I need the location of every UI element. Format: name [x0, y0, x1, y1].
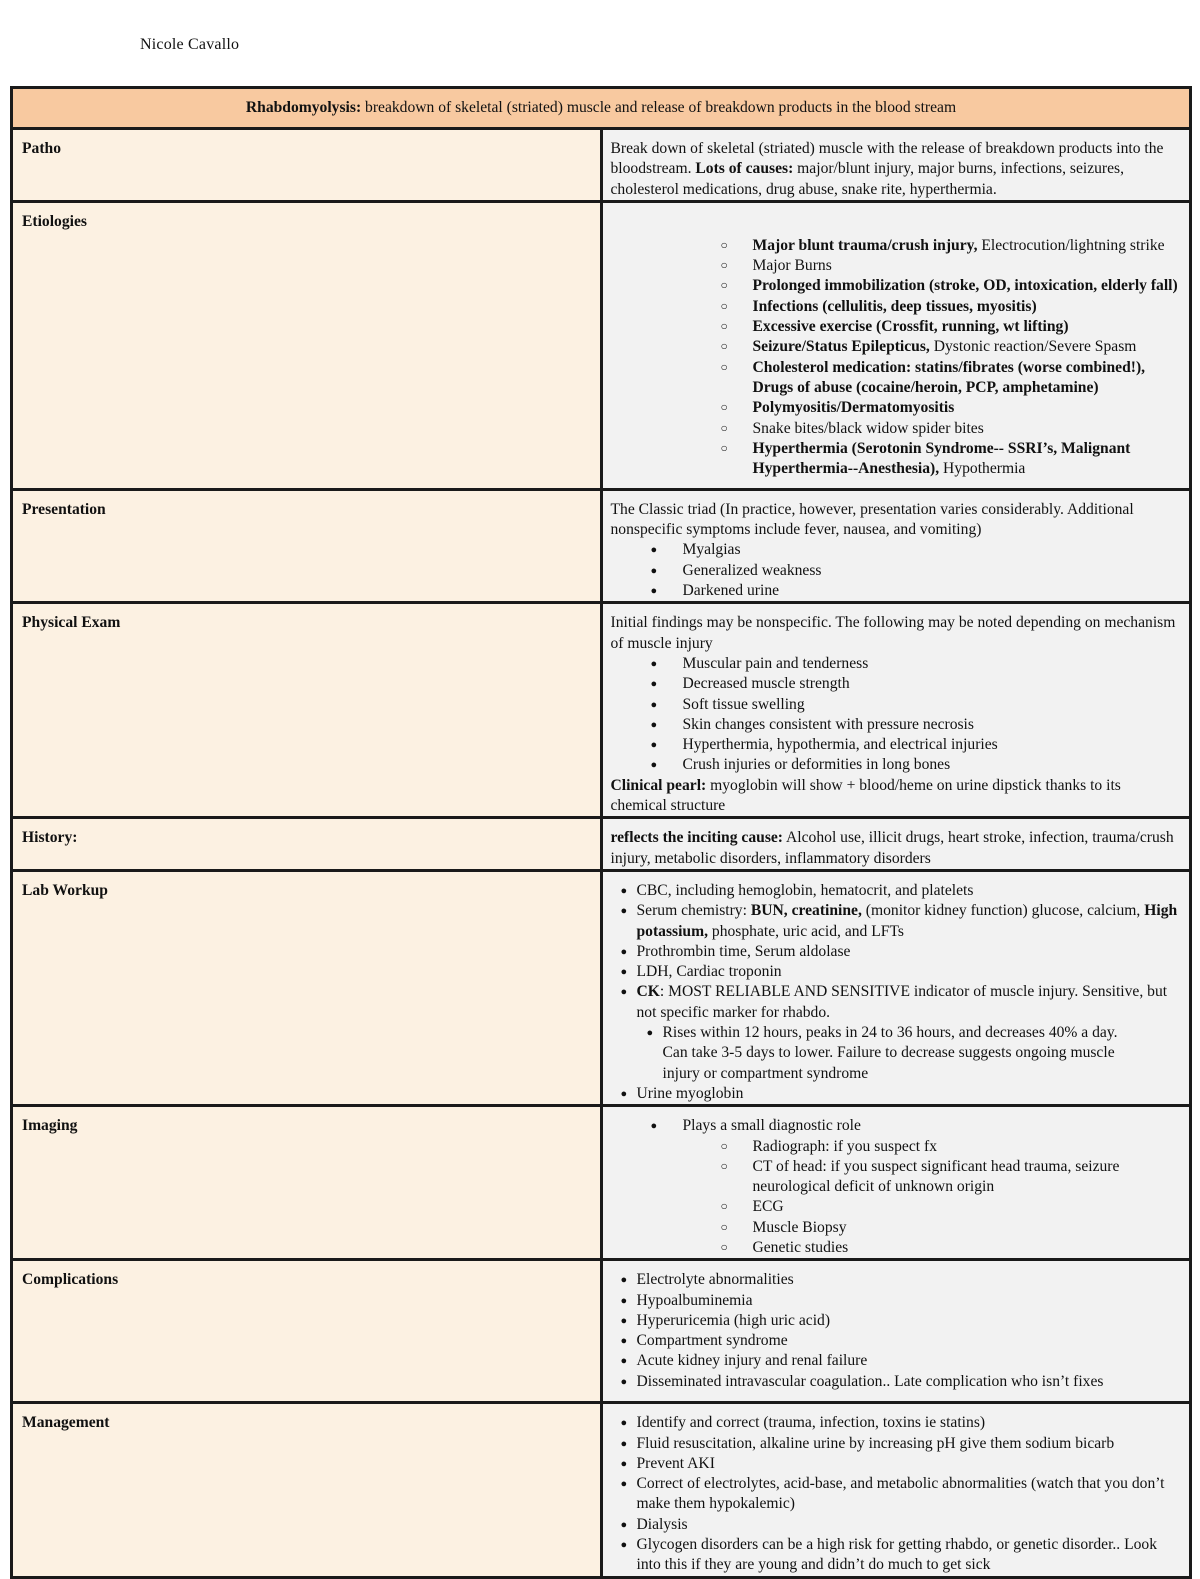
row-physical-exam	[12, 603, 1191, 818]
row-label: Lab Workup	[12, 870, 602, 1105]
list-item: ○ Muscle Biopsy	[753, 1218, 1180, 1238]
list-item: ● Hyperuricemia (high uric acid)	[637, 1311, 1180, 1331]
patho-bold: Lots of causes:	[695, 160, 794, 178]
presentation-list	[611, 540, 1180, 601]
etiologies-content	[601, 201, 1191, 489]
row-complications	[12, 1260, 1191, 1403]
presentation-intro: The Classic triad (In practice, however, presentation varies considerably. Additional nonspecific symptoms include fever, nausea, and vomiting)	[610, 500, 1134, 539]
list-item: ● Urine myoglobin	[637, 1084, 1180, 1104]
list-item: ● Generalized weakness	[683, 561, 1180, 581]
list-item: ● Soft tissue swelling	[683, 695, 1180, 715]
list-item: ● Acute kidney injury and renal failure	[637, 1351, 1180, 1371]
patho-text-1: Break down of skeletal (striated) muscle with the release of breakdown products into the bloodstream.	[610, 140, 1164, 178]
row-label: Physical Exam	[12, 603, 602, 818]
complications-content	[601, 1260, 1191, 1403]
management-content	[601, 1403, 1191, 1577]
row-etiologies	[12, 201, 1191, 489]
row-label: History:	[12, 818, 602, 871]
list-item: ○ Infections (cellulitis, deep tissues, myositis)	[753, 297, 1180, 317]
row-management	[12, 1403, 1191, 1577]
title-definition: breakdown of skeletal (striated) muscle and release of breakdown products in the blood stream	[361, 98, 957, 116]
list-item: ● CBC, including hemoglobin, hematocrit, and platelets	[637, 881, 1180, 901]
complications-list	[611, 1270, 1180, 1392]
management-list	[611, 1413, 1180, 1575]
patho-text-2: major/blunt injury, major burns, infections, seizures, cholesterol medications, drug abuse, snake rite, hyperthermia.	[610, 160, 1125, 198]
etiologies-list	[611, 236, 1180, 480]
row-label: Presentation	[12, 489, 602, 602]
row-label: Imaging	[12, 1106, 602, 1260]
list-item: ● Hyperthermia, hypothermia, and electrical injuries	[683, 735, 1180, 755]
imaging-content	[601, 1106, 1191, 1260]
list-item: ○ Major blunt trauma/crush injury, Electrocution/lightning strike	[753, 236, 1180, 256]
list-item: ○ Cholesterol medication: statins/fibrates (worse combined!), Drugs of abuse (cocaine/heroin, PCP, amphetamine)	[753, 358, 1180, 399]
patho-text	[601, 129, 1191, 202]
list-item: ○ Polymyositis/Dermatomyositis	[753, 398, 1180, 418]
row-label: Management	[12, 1403, 602, 1577]
list-item: ● Rises within 12 hours, peaks in 24 to 36 hours, and decreases 40% a day. Can take 3-5 days to lower. Failure to decrease suggests ongoing muscle injury or compartment syndrome	[663, 1023, 1180, 1084]
physical-list	[611, 654, 1180, 776]
study-table	[10, 86, 1192, 1579]
physical-content	[601, 603, 1191, 818]
list-item: ○ Snake bites/black widow spider bites	[753, 419, 1180, 439]
row-patho	[12, 129, 1191, 202]
row-presentation	[12, 489, 1191, 602]
list-item: ● Hypoalbuminemia	[637, 1291, 1180, 1311]
list-item: ○ Hyperthermia (Serotonin Syndrome-- SSRI’s, Malignant Hyperthermia--Anesthesia), Hypothermia	[753, 439, 1180, 480]
list-item: ● Decreased muscle strength	[683, 674, 1180, 694]
list-item: ○ Seizure/Status Epilepticus, Dystonic reaction/Severe Spasm	[753, 337, 1180, 357]
list-item: ● Darkened urine	[683, 581, 1180, 601]
row-label: Patho	[12, 129, 602, 202]
list-item: ○ Excessive exercise (Crossfit, running, wt lifting)	[753, 317, 1180, 337]
list-item: ● Identify and correct (trauma, infection, toxins ie statins)	[637, 1413, 1180, 1433]
list-item: ● Crush injuries or deformities in long bones	[683, 755, 1180, 775]
row-history	[12, 818, 1191, 871]
lab-list	[611, 881, 1180, 1104]
list-item: ○ Genetic studies	[753, 1238, 1180, 1258]
list-item: ○ Major Burns	[753, 256, 1180, 276]
list-item: ● Fluid resuscitation, alkaline urine by increasing pH give them sodium bicarb	[637, 1434, 1180, 1454]
row-lab-workup	[12, 870, 1191, 1105]
list-item: ● Plays a small diagnostic role	[683, 1116, 1180, 1136]
table-title	[12, 88, 1191, 129]
imaging-list	[611, 1116, 1180, 1136]
row-imaging	[12, 1106, 1191, 1260]
ck-sublist	[637, 1023, 1180, 1084]
list-item: ● Serum chemistry: BUN, creatinine, (monitor kidney function) glucose, calcium, High potassium, phosphate, uric acid, and LFTs	[637, 901, 1180, 942]
list-item: ● Glycogen disorders can be a high risk for getting rhabdo, or genetic disorder.. Look into this if they are young and didn’t do much to get sick	[637, 1535, 1180, 1576]
list-item: ○ ECG	[753, 1197, 1180, 1217]
list-item: ● LDH, Cardiac troponin	[637, 962, 1180, 982]
list-item: ● Prothrombin time, Serum aldolase	[637, 942, 1180, 962]
list-item: ● Prevent AKI	[637, 1454, 1180, 1474]
imaging-sublist	[611, 1137, 1180, 1259]
history-text: reflects the inciting cause: Alcohol use, illicit drugs, heart stroke, infection, trauma/crush injury, metabolic disorders, inflammatory disorders	[601, 818, 1191, 871]
physical-intro: Initial findings may be nonspecific. The following may be noted depending on mechanism of muscle injury	[610, 614, 1176, 652]
list-item: ● CK: MOST RELIABLE AND SENSITIVE indicator of muscle injury. Sensitive, but not specific marker for rhabdo. ● Rises within 12 hours, peaks in 24 to 36 hours, and decreases 40% a day. Can take 3-5 days to lower. Failure to decrease suggests ongoing muscle injury or compartment syndrome	[637, 982, 1180, 1083]
row-label: Complications	[12, 1260, 602, 1403]
list-item: ● Skin changes consistent with pressure necrosis	[683, 715, 1180, 735]
list-item: ● Compartment syndrome	[637, 1331, 1180, 1351]
title-term: Rhabdomyolysis:	[245, 98, 362, 116]
list-item: ○ Radiograph: if you suspect fx	[753, 1137, 1180, 1157]
presentation-content	[601, 489, 1191, 602]
list-item: ○ CT of head: if you suspect significant head trauma, seizure neurological deficit of unknown origin	[753, 1157, 1180, 1198]
table-header-row	[12, 88, 1191, 129]
list-item: ● Myalgias	[683, 540, 1180, 560]
row-label: Etiologies	[12, 201, 602, 489]
list-item: ○ Prolonged immobilization (stroke, OD, intoxication, elderly fall)	[753, 276, 1180, 296]
clinical-pearl: Clinical pearl: myoglobin will show + blood/heme on urine dipstick thanks to its chemical structure	[610, 776, 1121, 815]
list-item: ● Dialysis	[637, 1515, 1180, 1535]
author-name: Nicole Cavallo	[140, 36, 240, 53]
list-item: ● Muscular pain and tenderness	[683, 654, 1180, 674]
list-item: ● Electrolyte abnormalities	[637, 1270, 1180, 1290]
lab-content	[601, 870, 1191, 1105]
list-item: ● Disseminated intravascular coagulation.. Late complication who isn’t fixes	[637, 1372, 1180, 1392]
list-item: ● Correct of electrolytes, acid-base, and metabolic abnormalities (watch that you don’t make them hypokalemic)	[637, 1474, 1180, 1515]
